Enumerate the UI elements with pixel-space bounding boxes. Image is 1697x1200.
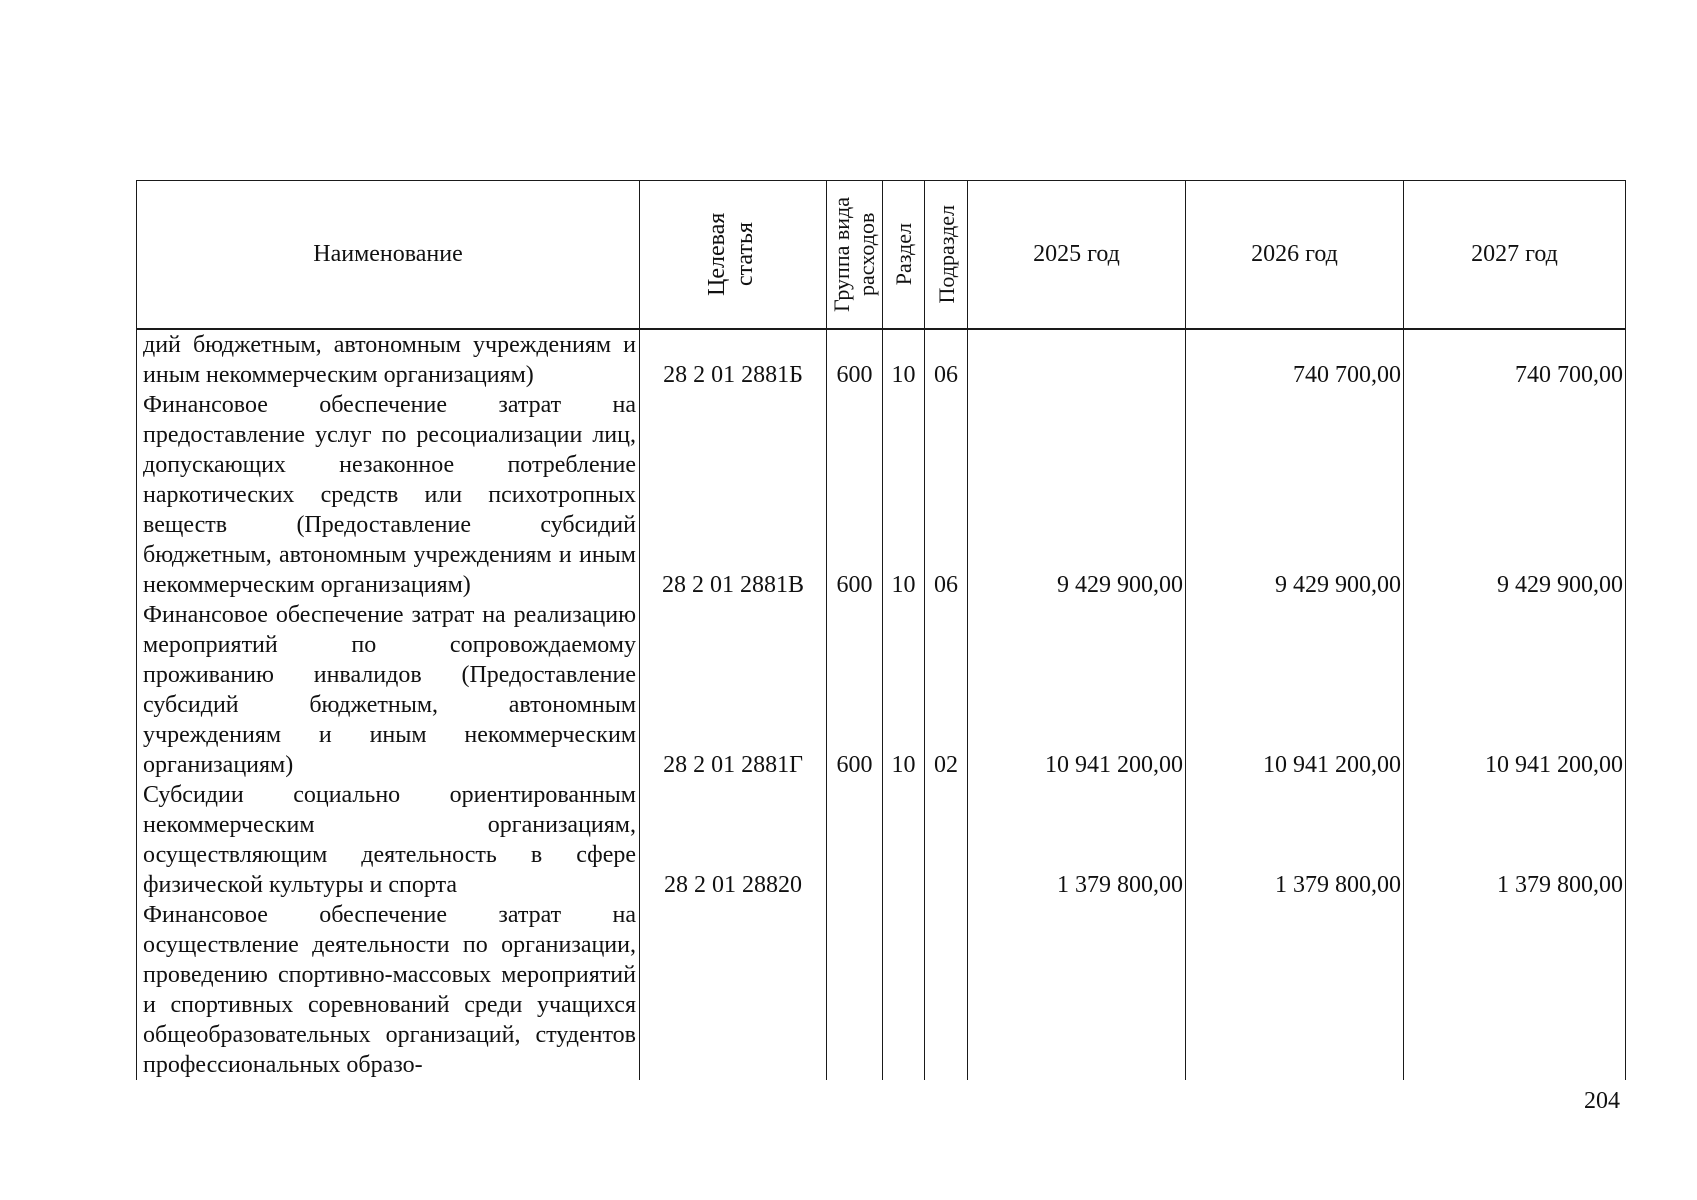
row-amount-2026: 10 941 200,00 [1186, 600, 1404, 780]
row-subsection: 02 [925, 600, 968, 780]
row-code: 28 2 01 2881Г [640, 600, 827, 780]
row-subsection: 06 [925, 329, 968, 390]
row-amount-2027: 740 700,00 [1404, 329, 1626, 390]
table-row [137, 780, 1626, 900]
header-name-label: Наименование [313, 241, 463, 267]
header-year-2026-label: 2026 год [1251, 241, 1338, 267]
row-section: 10 [883, 390, 925, 600]
table-row [137, 390, 1626, 600]
row-amount-2027: 9 429 900,00 [1404, 390, 1626, 600]
header-subsection [925, 181, 968, 330]
row-code: 28 2 01 2881В [640, 390, 827, 600]
row-subsection [925, 900, 968, 1080]
header-year-2026 [1186, 181, 1404, 330]
row-name: дий бюджетным, автономным учреждениям и иным некоммерческим организациям) [137, 329, 640, 390]
row-code: 28 2 01 28820 [640, 780, 827, 900]
row-amount-2026: 1 379 800,00 [1186, 780, 1404, 900]
row-amount-2026: 9 429 900,00 [1186, 390, 1404, 600]
row-name: Финансовое обеспечение затрат на реализацию мероприятий по сопровождаемому проживанию инвалидов (Предоставление субсидий бюджетным, автономным учреждениям и иным некоммерческим организациям) [137, 600, 640, 780]
row-section [883, 780, 925, 900]
row-name: Финансовое обеспечение затрат на осуществление деятельности по организации, проведению спортивно-массовых мероприятий и спортивных соревнований среди учащихся общеобразовательных организаций, студентов профессиональных образо- [137, 900, 640, 1080]
row-amount-2025 [968, 900, 1186, 1080]
row-amount-2027: 1 379 800,00 [1404, 780, 1626, 900]
header-expense-group [827, 181, 883, 330]
table-row [137, 900, 1626, 1080]
row-group [827, 780, 883, 900]
row-group: 600 [827, 600, 883, 780]
row-section [883, 900, 925, 1080]
row-subsection: 06 [925, 390, 968, 600]
row-amount-2027: 10 941 200,00 [1404, 600, 1626, 780]
row-amount-2026: 740 700,00 [1186, 329, 1404, 390]
row-code: 28 2 01 2881Б [640, 329, 827, 390]
header-section [883, 181, 925, 330]
row-name: Субсидии социально ориентированным некоммерческим организациям, осуществляющим деятельность в сфере физической культуры и спорта [137, 780, 640, 900]
header-year-2027-label: 2027 год [1471, 241, 1558, 267]
row-amount-2025: 9 429 900,00 [968, 390, 1186, 600]
header-section-label: Раздел [891, 223, 916, 286]
table-row [137, 600, 1626, 780]
page-number: 204 [1584, 1088, 1620, 1114]
budget-table [136, 180, 1626, 1080]
header-row [137, 181, 1626, 330]
row-code [640, 900, 827, 1080]
row-name: Финансовое обеспечение затрат на предоставление услуг по ресоциализации лиц, допускающих незаконное потребление наркотических средств или психотропных веществ (Предоставление субсидий бюджетным, автономным учреждениям и иным некоммерческим организациям) [137, 390, 640, 600]
row-group: 600 [827, 329, 883, 390]
row-amount-2027 [1404, 900, 1626, 1080]
header-year-2027 [1404, 181, 1626, 330]
header-year-2025-label: 2025 год [1033, 241, 1120, 267]
row-subsection [925, 780, 968, 900]
header-subsection-label: Подраздел [933, 205, 959, 304]
row-amount-2025: 1 379 800,00 [968, 780, 1186, 900]
row-section: 10 [883, 329, 925, 390]
header-name [137, 181, 640, 330]
header-expense-group-label: Группа вида расходов [828, 197, 879, 312]
row-amount-2026 [1186, 900, 1404, 1080]
header-target-article-label: Целевая статья [704, 212, 758, 297]
header-year-2025 [968, 181, 1186, 330]
row-amount-2025: 10 941 200,00 [968, 600, 1186, 780]
row-group [827, 900, 883, 1080]
row-amount-2025 [968, 329, 1186, 390]
header-target-article [640, 181, 827, 330]
row-section: 10 [883, 600, 925, 780]
table-row [137, 329, 1626, 390]
row-group: 600 [827, 390, 883, 600]
